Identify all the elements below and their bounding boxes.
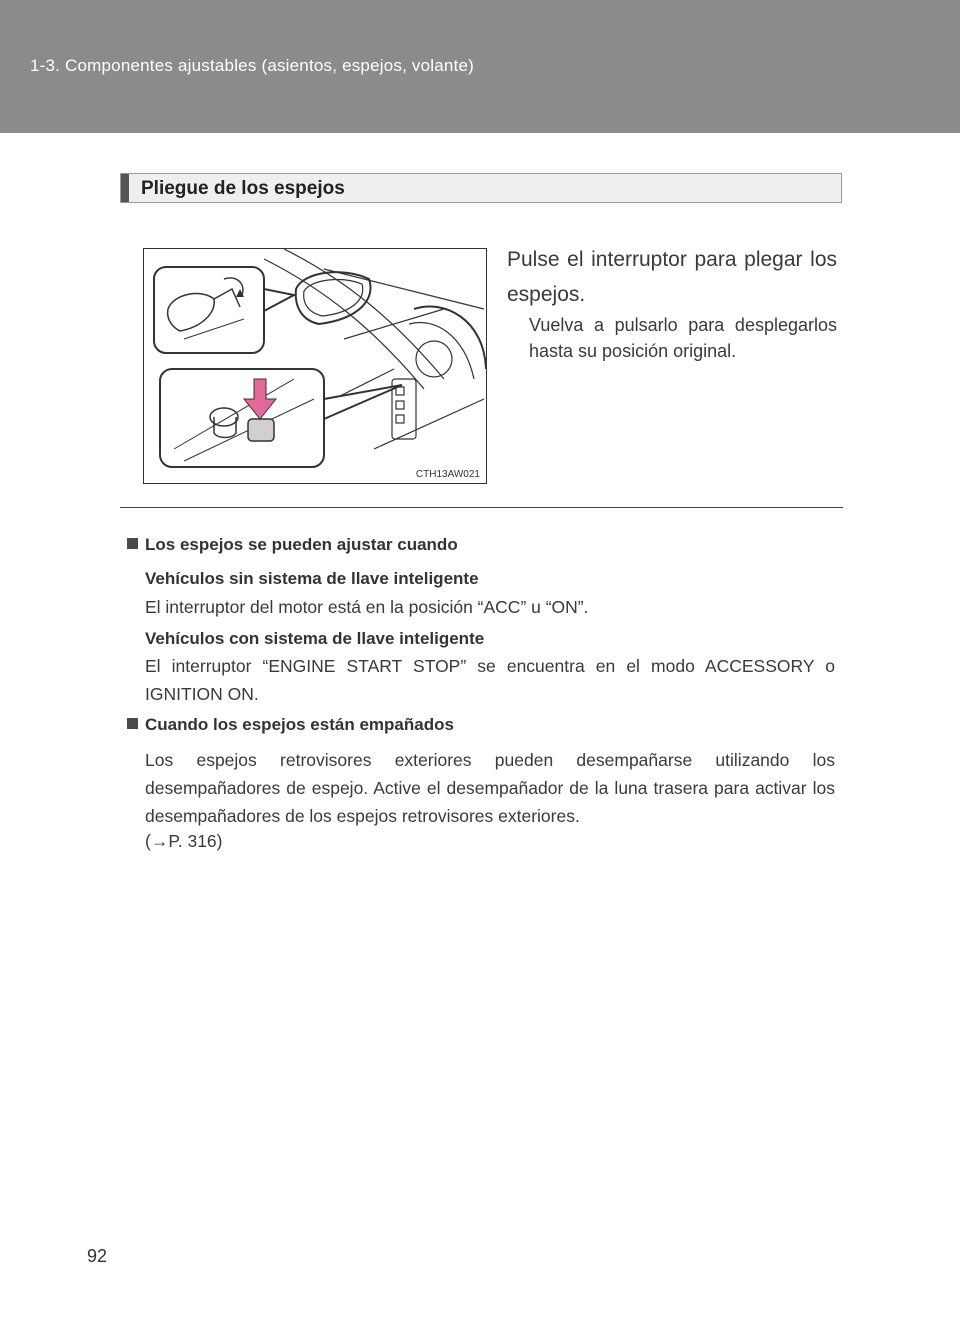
mirror-fold-illustration xyxy=(143,248,487,484)
instruction-note: Vuelva a pulsarlo para desplegarlos hasta su posición original. xyxy=(529,315,837,361)
info-sub-1: Vehículos sin sistema de llave inteligente xyxy=(145,569,479,588)
section-title: Pliegue de los espejos xyxy=(141,178,345,199)
section-divider xyxy=(120,507,843,508)
info-text-2: El interruptor “ENGINE START STOP” se encuentra en el modo ACCESSORY o IGNITION ON. xyxy=(145,656,835,704)
header-section-title: 1-3. Componentes ajustables (asientos, espejos, volante) xyxy=(30,56,475,75)
page-number: 92 xyxy=(87,1246,108,1266)
page-reference: (→P. 316) xyxy=(145,831,223,851)
section-title-bar xyxy=(121,174,129,202)
info-sub-2: Vehículos con sistema de llave inteligente xyxy=(145,629,485,648)
instruction-text: Pulse el interruptor para plegar los espejos. xyxy=(507,248,837,306)
illustration-drawing xyxy=(144,249,486,483)
inset-folded-mirror xyxy=(154,267,294,353)
info-heading-1-text: Los espejos se pueden ajustar cuando xyxy=(145,535,458,554)
info-heading-1 xyxy=(127,535,458,555)
info-text-1: El interruptor del motor está en la posición “ACC” u “ON”. xyxy=(145,597,589,617)
section-title-box xyxy=(120,173,842,203)
figure-code: CTH13AW021 xyxy=(415,469,480,480)
info-text-3: Los espejos retrovisores exteriores pueden desempañarse utilizando los desempañadores de espejo. Active el desempañador de la luna trasera para activar los desempañadores de los espejos retrovisores exteriores. xyxy=(145,750,835,826)
info-heading-2 xyxy=(127,715,454,735)
info-heading-2-text: Cuando los espejos están empañados xyxy=(145,715,454,734)
square-bullet-icon xyxy=(127,718,138,729)
page-header xyxy=(0,0,960,133)
square-bullet-icon xyxy=(127,538,138,549)
